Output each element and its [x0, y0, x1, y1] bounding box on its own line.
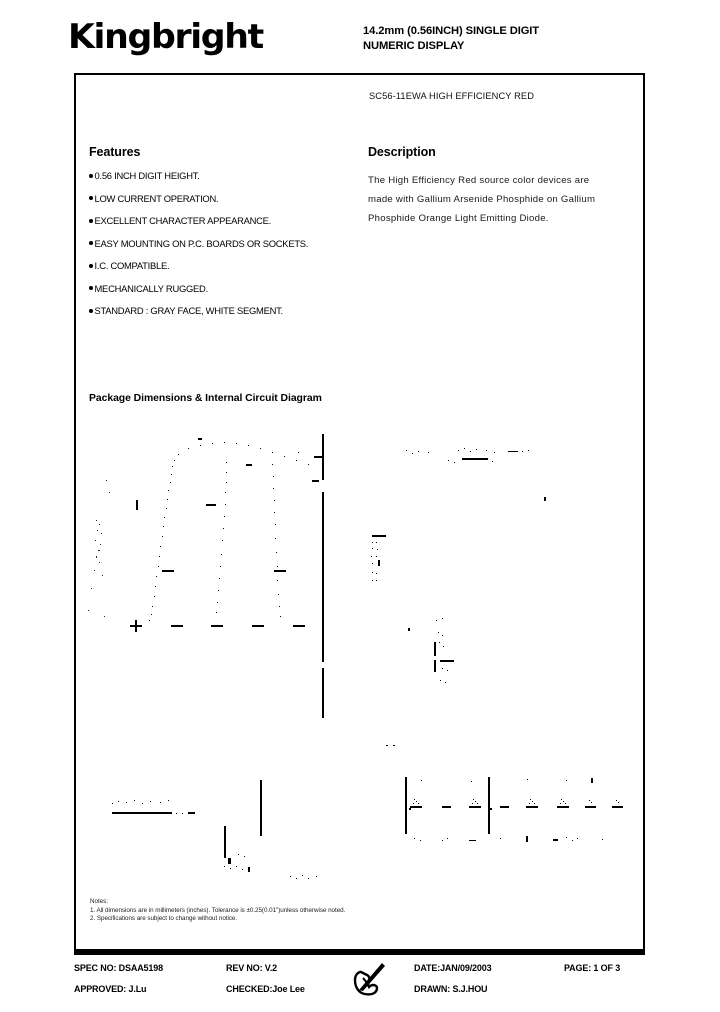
- date-label: DATE:JAN/09/2003: [414, 963, 492, 973]
- page-number: PAGE: 1 OF 3: [564, 963, 621, 973]
- part-number-label: SC56-11EWA HIGH EFFICIENCY RED: [369, 91, 535, 101]
- feature-text: EASY MOUNTING ON P.C. BOARDS OR SOCKETS.: [94, 237, 309, 249]
- bullet-icon: [89, 286, 93, 290]
- hand-with-pen-icon: [349, 960, 391, 1000]
- description-section: [368, 145, 618, 228]
- feature-item: [89, 238, 334, 249]
- spec-no: SPEC NO: DSAA5198: [74, 963, 163, 973]
- description-heading: Description: [368, 145, 436, 159]
- feature-item: [89, 305, 334, 316]
- feature-text: I.C. COMPATIBLE.: [94, 260, 170, 271]
- page-footer: [74, 963, 645, 1005]
- features-heading: Features: [89, 145, 141, 159]
- feature-item: [89, 260, 334, 271]
- footer-col-spec: [74, 963, 163, 994]
- package-dimensions-heading: Package Dimensions & Internal Circuit Diagram: [89, 393, 322, 404]
- bullet-icon: [89, 174, 93, 178]
- drawn-by: DRAWN: S.J.HOU: [414, 984, 488, 994]
- feature-text: LOW CURRENT OPERATION.: [94, 192, 219, 204]
- description-line: Phosphide Orange Light Emitting Diode.: [368, 213, 549, 224]
- notes-section: [90, 898, 540, 924]
- bullet-icon: [89, 309, 93, 313]
- feature-item: [89, 283, 334, 294]
- description-line: made with Gallium Arsenide Phosphide on Gallium: [368, 194, 596, 205]
- feature-item: [89, 193, 334, 204]
- footer-col-date: [414, 963, 491, 994]
- feature-text: STANDARD : GRAY FACE, WHITE SEGMENT.: [94, 305, 283, 316]
- footer-col-page: [564, 963, 620, 973]
- checked-by: CHECKED:Joe Lee: [226, 984, 305, 994]
- package-drawing: [76, 420, 643, 890]
- feature-item: [89, 215, 334, 226]
- feature-text: MECHANICALLY RUGGED.: [94, 282, 208, 294]
- notes-line-1: 1. All dimensions are in millimeters (inches). Tolerance is ±0.25(0.01")unless otherwise noted.: [90, 906, 346, 914]
- bullet-icon: [89, 219, 93, 223]
- document-title-line2: NUMERIC DISPLAY: [363, 39, 465, 52]
- feature-item: [89, 170, 334, 181]
- bullet-icon: [89, 196, 93, 200]
- content-frame: [74, 73, 645, 955]
- footer-col-rev: [226, 963, 305, 994]
- feature-text: 0.56 INCH DIGIT HEIGHT.: [94, 170, 200, 181]
- kingbright-logo: Kingbright: [68, 17, 263, 57]
- description-line: The High Efficiency Red source color devices are: [368, 175, 590, 186]
- notes-line-2: 2. Specifications are subject to change without notice.: [90, 915, 238, 923]
- document-title-line1: 14.2mm (0.56INCH) SINGLE DIGIT: [363, 25, 540, 37]
- bullet-icon: [89, 264, 93, 268]
- rev-no: REV NO: V.2: [226, 963, 278, 973]
- approved-by: APPROVED: J.Lu: [74, 984, 147, 994]
- feature-text: EXCELLENT CHARACTER APPEARANCE.: [94, 215, 272, 226]
- page-header: [0, 0, 720, 73]
- document-title: [363, 24, 663, 53]
- bullet-icon: [89, 241, 93, 245]
- notes-heading: Notes:: [90, 898, 108, 905]
- features-section: [89, 145, 334, 328]
